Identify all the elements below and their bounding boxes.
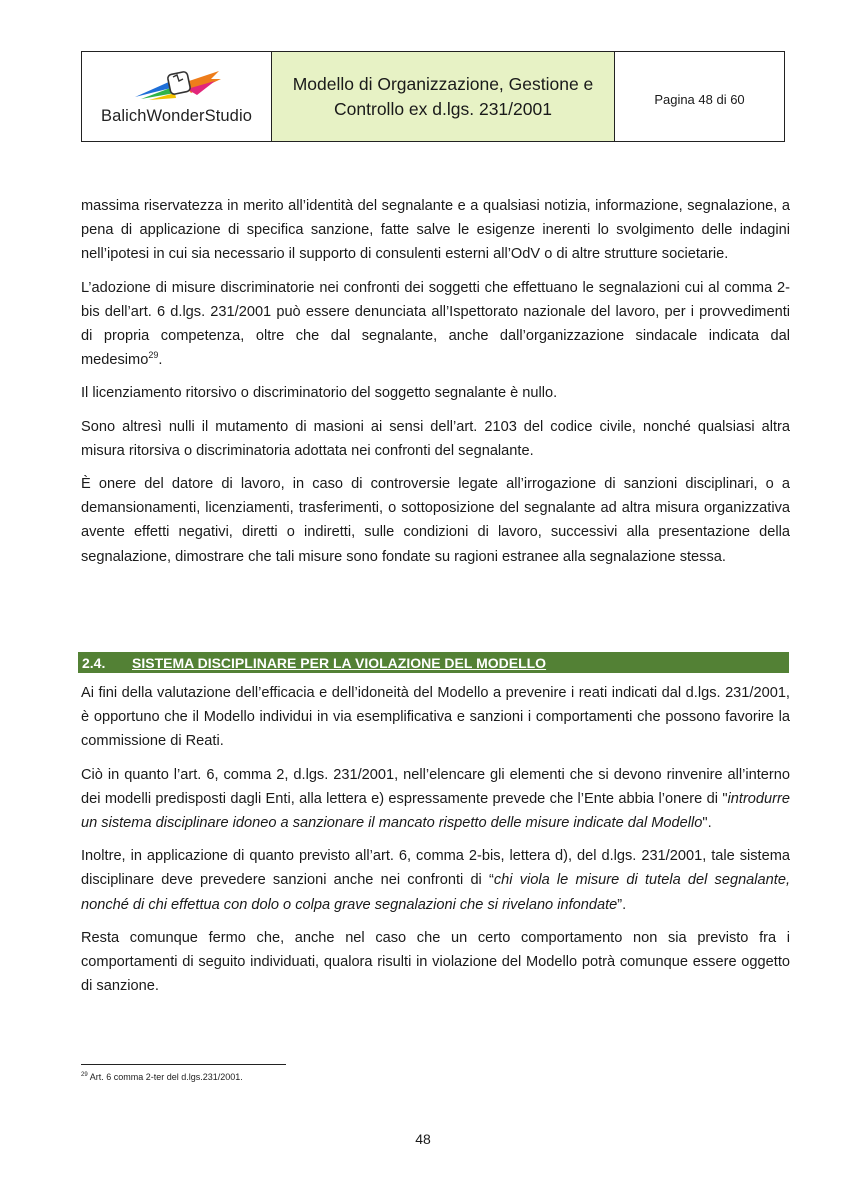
paragraph-end: ”. (617, 896, 627, 913)
footnote-text: Art. 6 comma 2-ter del d.lgs.231/2001. (87, 1072, 243, 1082)
paragraph (81, 276, 790, 373)
paragraph (81, 844, 790, 917)
company-logo-icon (131, 67, 223, 103)
logo-cell (82, 52, 272, 141)
paragraph: Il licenziamento ritorsivo o discriminatorio del soggetto segnalante è nullo. (81, 385, 558, 402)
section-number: 2.4. (82, 654, 106, 671)
paragraph-text: L’adozione di misure discriminatorie nei confronti dei soggetti che effettuano le segnalazioni cui al comma 2-bis dell’art. 6 d.lgs. 231/2001 può essere denunciata all’Ispettorato nazionale del lavoro, per i provvedimenti di propria competenza, oltre che dal segnalante, anche dall’organizzazione sindacale indicata dal medesimo (81, 279, 790, 369)
paragraph: massima riservatezza in merito all’identità del segnalante e a qualsiasi notizia, informazione, segnalazione, a pena di applicazione di specifica sanzione, fatte salve le esigenze inerenti lo svolgimento delle indagini nell’ipotesi in cui sia necessario il supporto di consulenti esterni all’OdV o di altre strutture societarie. (81, 198, 790, 263)
footnote (81, 1072, 243, 1082)
body-text-bottom (81, 681, 790, 1007)
paragraph (81, 763, 790, 836)
paragraph: È onere del datore di lavoro, in caso di controversie legate all’irrogazione di sanzioni disciplinari, o a demansionamenti, licenziamenti, trasferimenti, o sottoposizione del segnalante ad altra misura organizzativa avente effetti negativi, diretti o indiretti, sulle condizioni di lavoro, successivi alla presentazione della segnalazione, dimostrare che tali misure sono fondate su ragioni estranee alla segnalazione stessa. (81, 476, 790, 565)
paragraph-text: Inoltre, in applicazione di quanto previsto all’art. 6, comma 2-bis, lettera d), del d.lgs. 231/2001, tale sistema disciplinare deve prevedere sanzioni anche nei confronti di “ (81, 848, 790, 889)
footnote-number: 29 (81, 1072, 88, 1078)
paragraph-end: . (158, 352, 163, 369)
page-indicator: Pagina 48 di 60 (654, 92, 745, 107)
quoted-text: introdurre un sistema disciplinare idoneo a sanzionare il mancato rispetto delle misure indicate dal Modello (81, 790, 790, 832)
footnote-divider (81, 1064, 286, 1065)
page-number: 48 (415, 1131, 431, 1147)
section-title: SISTEMA DISCIPLINARE PER LA VIOLAZIONE DEL MODELLO (132, 654, 547, 671)
paragraph: Sono altresì nulli il mutamento di masioni ai sensi dell’art. 2103 del codice civile, nonché qualsiasi altra misura ritorsiva o discriminatoria adottata nei confronti del segnalante. (81, 418, 790, 459)
page-header (81, 51, 785, 142)
quoted-text: chi viola le misure di tutela del segnalante, nonché di chi effettua con dolo o colpa grave segnalazioni che si rivelano infondate (81, 872, 790, 913)
logo-text: BalichWonderStudio (100, 107, 252, 125)
document-title: Modello di Organizzazione, Gestione e Controllo ex d.lgs. 231/2001 (272, 52, 615, 141)
paragraph: Ai fini della valutazione dell’efficacia e dell’idoneità del Modello a prevenire i reati indicati dal d.lgs. 231/2001, è opportuno che il Modello individui in via esemplificativa e sanzioni i comportamenti che possono favorire la commissione di Reati. (81, 685, 790, 750)
footnote-ref: 29 (148, 350, 159, 361)
paragraph-text: Ciò in quanto l’art. 6, comma 2, d.lgs. 231/2001, nell’elencare gli elementi che si devono rinvenire all’interno dei modelli predisposti dagli Enti, alla lettera e) espressamente prevede che l’Ente abbia l’onere di " (81, 766, 790, 807)
body-text-top (81, 194, 790, 578)
paragraph-end: ". (702, 815, 712, 832)
section-heading (78, 652, 789, 673)
paragraph: Resta comunque fermo che, anche nel caso che un certo comportamento non sia previsto fra i comportamenti di seguito individuati, qualora risulti in violazione del Modello potrà comunque essere oggetto di sanzione. (81, 929, 790, 995)
